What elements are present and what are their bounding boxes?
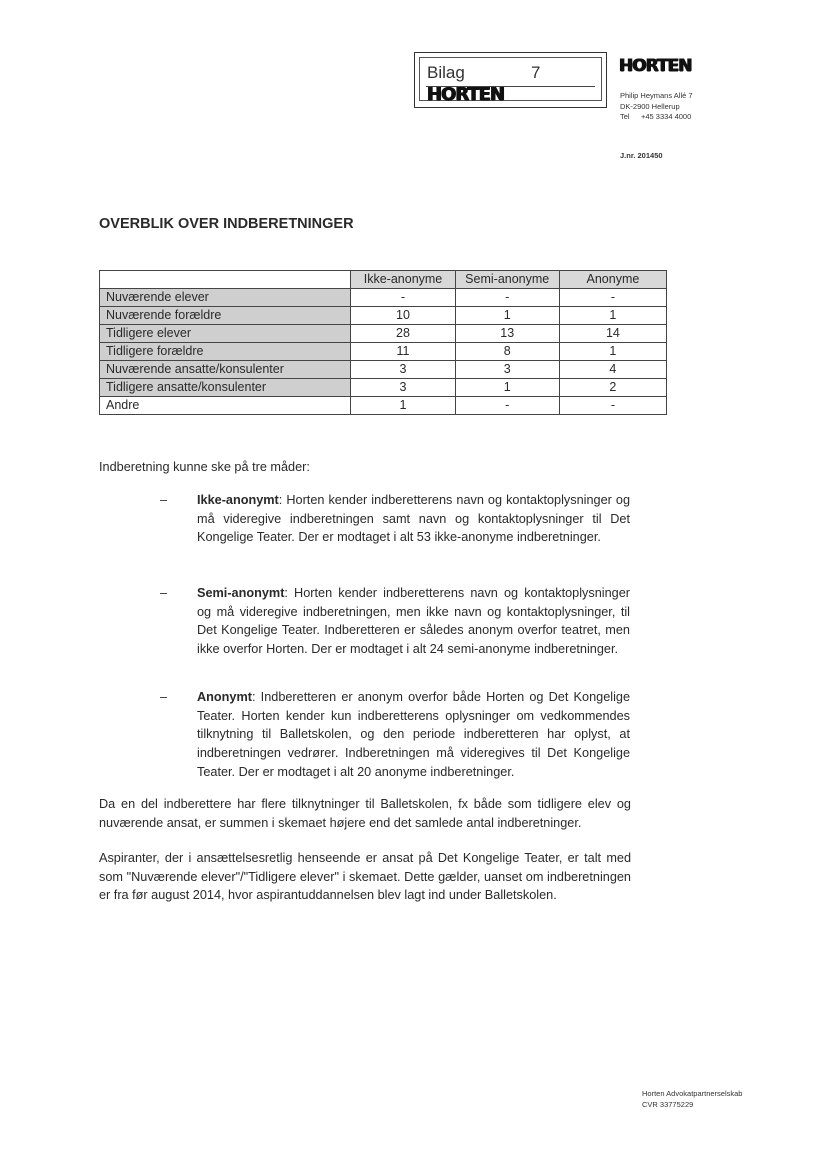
table-row [100,397,667,415]
footer-cvr: CVR 33775229 [642,1099,694,1109]
bullet-term: Anonymt [197,690,252,704]
table-cell: - [559,397,666,415]
table-corner-cell [100,271,351,289]
table-cell: - [455,397,559,415]
bilag-stamp-inner [419,57,602,105]
bullet-dash: – [160,493,168,507]
table-cell: 3 [351,361,455,379]
table-cell: - [351,289,455,307]
paragraph: Aspiranter, der i ansættelsesretlig henseende er ansat på Det Kongelige Teater, er talt med som "Nuværende elever"/"Tidligere elever" i skemaet. Dette gælder, uanset om indberetningen er fra før august 2014, hvor aspirantuddannelsen blev lagt ind under Balletskolen. [99,851,631,903]
bullet-description: : Indberetteren er anonym overfor både Horten og Det Kongelige Teater. Horten kender kun indberetterens oplysninger om vedkommendes tilknytning til Balletskolen, og den periode indberetteren har oplyst, at indberetningen vedrører. Indberetningen må videregives til Det Kongelige Teater. Der er modtaget i alt 20 anonyme indberetninger. [197,690,630,779]
table-cell: 1 [559,343,666,361]
row-label: Tidligere forældre [100,343,351,361]
footer [642,1089,742,1110]
bilag-stamp [414,52,607,108]
row-label: Andre [100,397,351,415]
table-cell: 28 [351,325,455,343]
paragraph: Da en del indberettere har flere tilknytninger til Balletskolen, fx både som tidligere elev og nuværende ansat, er summen i skemaet højere end det samlede antal indberetninger. [99,797,631,830]
table-cell: 1 [455,379,559,397]
table-cell: 3 [351,379,455,397]
bullet-term: Semi-anonymt [197,586,285,600]
bullet-dash: – [160,586,168,600]
bullet-text [197,584,630,659]
row-label: Tidligere elever [100,325,351,343]
column-header: Semi-anonyme [455,271,559,289]
intro-text: Indberetning kunne ske på tre måder: [99,460,310,474]
table-cell: 2 [559,379,666,397]
table-header-row [100,271,667,289]
table-row [100,343,667,361]
table-cell: 13 [455,325,559,343]
bilag-number: 7 [531,63,541,82]
bullet-text [197,491,630,547]
phone-label: Tel [620,112,630,121]
table-row [100,325,667,343]
row-label: Nuværende ansatte/konsulenter [100,361,351,379]
table-row [100,307,667,325]
company-address [620,91,693,123]
table-cell: - [559,289,666,307]
table-cell: - [455,289,559,307]
address-city: DK-2900 Hellerup [620,101,680,111]
bullet-description: : Horten kender indberetterens navn og kontaktoplysninger og må videregive indberetningen samt navn og kontaktoplysninger til Det Kongelige Teater. Der er modtaget i alt 53 ikke-anonyme indberetninger. [197,493,630,545]
bullet-text [197,688,630,782]
bullet-term: Ikke-anonymt [197,493,279,507]
phone-number: +45 3334 4000 [641,112,692,121]
column-header: Ikke-anonyme [351,271,455,289]
page-title: OVERBLIK OVER INDBERETNINGER [99,216,354,232]
row-label: Nuværende elever [100,289,351,307]
bullet-dash: – [160,690,168,704]
table-row [100,289,667,307]
address-phone [620,112,693,123]
horten-logo: HORTEN [619,56,692,76]
table-row [100,379,667,397]
table-cell: 4 [559,361,666,379]
row-label: Nuværende forældre [100,307,351,325]
column-header: Anonyme [559,271,666,289]
stamp-logo: HORTEN [427,84,505,105]
table-cell: 1 [559,307,666,325]
bullet-description: : Horten kender indberetterens navn og kontaktoplysninger og må videregive indberetningen, men ikke navn og kontaktoplysninger, til Det Kongelige Teater. Indberetteren er således anonym overfor teatret, men ikke overfor Horten. Der er modtaget i alt 24 semi-anonyme indberetninger. [197,586,630,657]
case-number: J.nr. 201450 [620,151,663,160]
address-street: Philip Heymans Allé 7 [620,91,693,100]
table-cell: 1 [455,307,559,325]
table-cell: 1 [351,397,455,415]
footer-company: Horten Advokatpartnerselskab [642,1089,743,1098]
table-cell: 14 [559,325,666,343]
table-row [100,361,667,379]
table-cell: 3 [455,361,559,379]
table-cell: 8 [455,343,559,361]
bilag-label: Bilag [427,63,465,82]
row-label: Tidligere ansatte/konsulenter [100,379,351,397]
table-cell: 10 [351,307,455,325]
table-cell: 11 [351,343,455,361]
overview-table [99,270,667,415]
